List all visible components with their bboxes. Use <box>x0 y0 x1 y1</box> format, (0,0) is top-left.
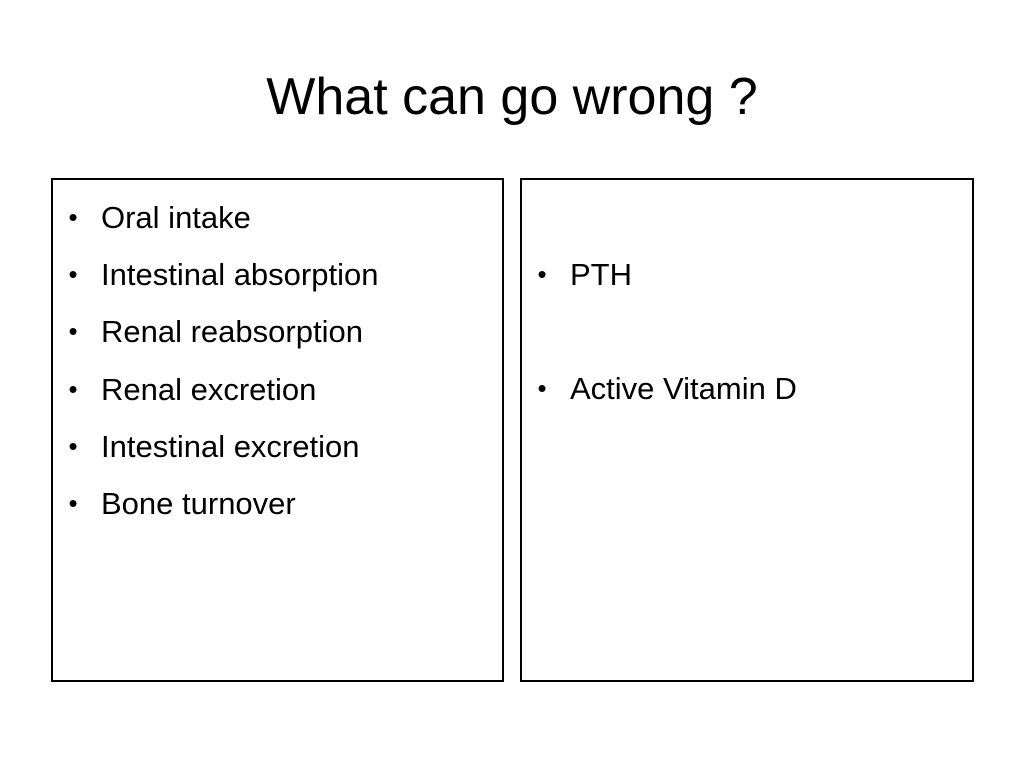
bullet-icon: • <box>537 373 547 404</box>
list-item-label: Intestinal absorption <box>101 257 379 293</box>
list-item <box>53 303 502 360</box>
bullet-icon: • <box>68 316 78 347</box>
list-item <box>53 418 502 475</box>
list-item <box>53 246 502 303</box>
bullet-icon: • <box>68 373 78 404</box>
list-item-label: Intestinal excretion <box>101 428 360 464</box>
list-item-label: Renal reabsorption <box>101 314 363 350</box>
list-item <box>53 475 502 532</box>
list-item-label: Renal excretion <box>101 371 317 407</box>
bullet-icon: • <box>537 259 547 289</box>
bullet-icon: • <box>68 430 78 461</box>
bullet-icon: • <box>68 259 78 290</box>
left-bullet-list <box>53 189 502 532</box>
list-item-label: Oral intake <box>101 200 251 235</box>
right-content-box <box>520 178 974 682</box>
list-item-label: PTH <box>570 257 632 292</box>
left-content-box <box>51 178 504 682</box>
slide-title: What can go wrong ? <box>266 68 758 126</box>
list-item <box>522 246 972 303</box>
list-item <box>53 361 502 418</box>
list-item-label: Active Vitamin D <box>570 371 797 407</box>
list-item-label: Bone turnover <box>101 485 296 521</box>
list-item <box>53 189 502 246</box>
bullet-icon: • <box>68 487 78 518</box>
bullet-icon: • <box>68 202 78 232</box>
right-bullet-list <box>522 246 972 418</box>
list-item <box>522 360 972 417</box>
